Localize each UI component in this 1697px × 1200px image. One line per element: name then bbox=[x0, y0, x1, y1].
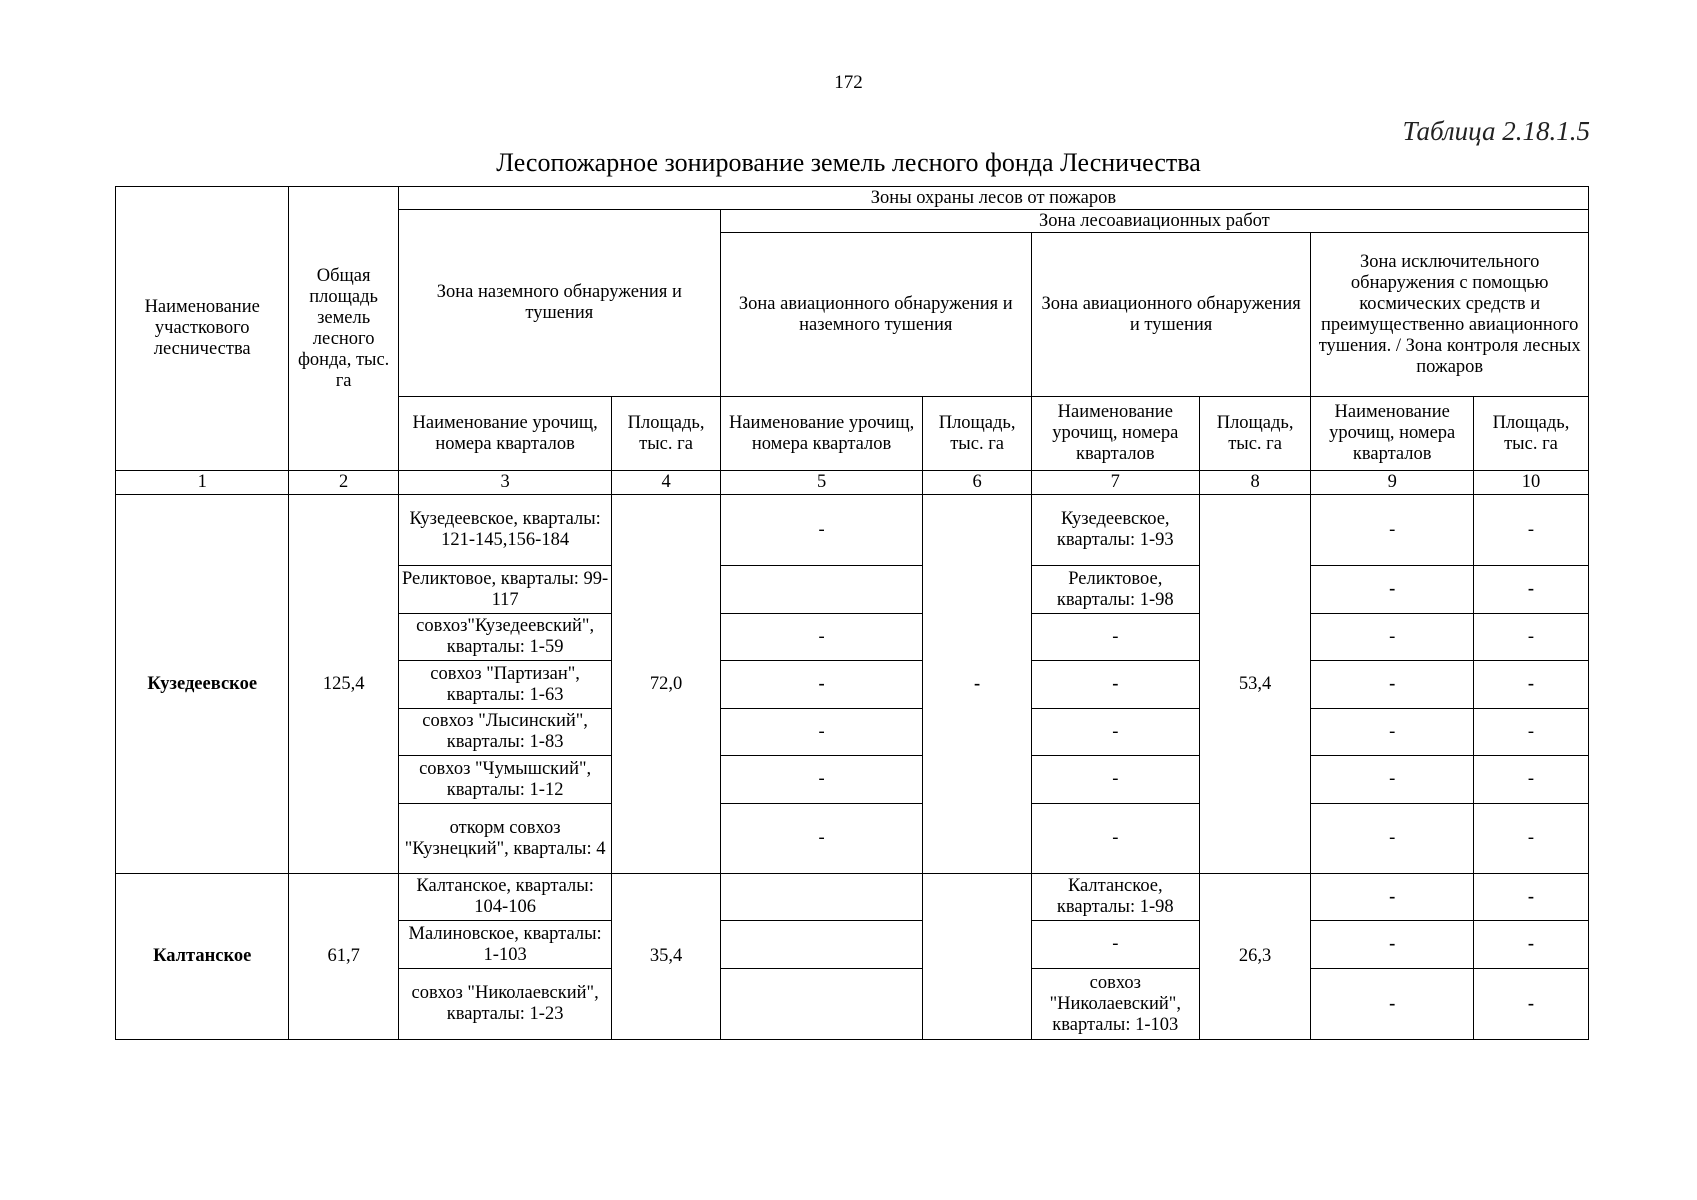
cell-names-col3: совхоз"Кузедеевский", кварталы: 1-59 bbox=[398, 614, 612, 661]
area-col4: 72,0 bbox=[612, 495, 720, 874]
header-names-col9: Наименование урочищ, номера кварталов bbox=[1311, 397, 1474, 471]
header-ground-zone: Зона наземного обнаружения и тушения bbox=[398, 210, 720, 397]
table-title: Лесопожарное зонирование земель лесного фонда Лесничества bbox=[496, 148, 1201, 177]
cell-area-col10: - bbox=[1473, 969, 1588, 1040]
cell-names-col7: - bbox=[1031, 921, 1199, 969]
cell-names-col3: Малиновское, кварталы: 1-103 bbox=[398, 921, 612, 969]
cell-names-col7: Калтанское, кварталы: 1-98 bbox=[1031, 874, 1199, 921]
cell-area-col10: - bbox=[1473, 756, 1588, 804]
cell-names-col5: - bbox=[720, 756, 923, 804]
area-col8: 26,3 bbox=[1199, 874, 1311, 1040]
cell-names-col9: - bbox=[1311, 614, 1474, 661]
cell-names-col7: Кузедеевское, кварталы: 1-93 bbox=[1031, 495, 1199, 566]
cell-names-col3: Реликтовое, кварталы: 99-117 bbox=[398, 566, 612, 614]
cell-names-col9: - bbox=[1311, 921, 1474, 969]
cell-names-col5: - bbox=[720, 495, 923, 566]
cell-area-col10: - bbox=[1473, 495, 1588, 566]
cell-names-col9: - bbox=[1311, 874, 1474, 921]
cell-names-col5: - bbox=[720, 804, 923, 874]
header-aviation-works-zone: Зона лесоавиационных работ bbox=[720, 210, 1588, 233]
forestry-name: Кузедеевское bbox=[116, 495, 289, 874]
cell-names-col9: - bbox=[1311, 756, 1474, 804]
cell-names-col5 bbox=[720, 874, 923, 921]
column-number: 6 bbox=[923, 471, 1031, 495]
cell-area-col10: - bbox=[1473, 614, 1588, 661]
cell-area-col10: - bbox=[1473, 566, 1588, 614]
cell-names-col7: - bbox=[1031, 661, 1199, 709]
header-area-col6: Площадь, тыс. га bbox=[923, 397, 1031, 471]
header-area-col4: Площадь, тыс. га bbox=[612, 397, 720, 471]
cell-names-col3: Калтанское, кварталы: 104-106 bbox=[398, 874, 612, 921]
forestry-name: Калтанское bbox=[116, 874, 289, 1040]
cell-names-col3: откорм совхоз "Кузнецкий", кварталы: 4 bbox=[398, 804, 612, 874]
cell-names-col3: совхоз "Партизан", кварталы: 1-63 bbox=[398, 661, 612, 709]
column-number: 3 bbox=[398, 471, 612, 495]
cell-names-col5 bbox=[720, 566, 923, 614]
cell-area-col10: - bbox=[1473, 804, 1588, 874]
cell-names-col7: - bbox=[1031, 756, 1199, 804]
cell-area-col10: - bbox=[1473, 874, 1588, 921]
column-number: 9 bbox=[1311, 471, 1474, 495]
area-col8: 53,4 bbox=[1199, 495, 1311, 874]
column-number: 4 bbox=[612, 471, 720, 495]
header-area-col8: Площадь, тыс. га bbox=[1199, 397, 1311, 471]
cell-names-col9: - bbox=[1311, 495, 1474, 566]
header-space-detection-zone: Зона исключительного обнаружения с помощью космических средств и преимущественно авиационного тушения. / Зона контроля лесных пожаров bbox=[1311, 233, 1589, 397]
cell-names-col7: Реликтовое, кварталы: 1-98 bbox=[1031, 566, 1199, 614]
cell-names-col9: - bbox=[1311, 709, 1474, 756]
cell-names-col7: совхоз "Николаевский", кварталы: 1-103 bbox=[1031, 969, 1199, 1040]
cell-names-col3: совхоз "Лысинский", кварталы: 1-83 bbox=[398, 709, 612, 756]
cell-names-col5: - bbox=[720, 661, 923, 709]
cell-names-col7: - bbox=[1031, 614, 1199, 661]
header-names-col5: Наименование урочищ, номера кварталов bbox=[720, 397, 923, 471]
cell-area-col10: - bbox=[1473, 921, 1588, 969]
page-number: 172 bbox=[834, 72, 863, 93]
column-number: 7 bbox=[1031, 471, 1199, 495]
column-number: 2 bbox=[289, 471, 398, 495]
cell-names-col9: - bbox=[1311, 566, 1474, 614]
header-aviation-detect-extinguish-zone: Зона авиационного обнаружения и тушения bbox=[1031, 233, 1311, 397]
cell-names-col9: - bbox=[1311, 804, 1474, 874]
cell-names-col5 bbox=[720, 969, 923, 1040]
total-area: 61,7 bbox=[289, 874, 398, 1040]
header-names-col3: Наименование урочищ, номера кварталов bbox=[398, 397, 612, 471]
header-fire-zones: Зоны охраны лесов от пожаров bbox=[398, 187, 1588, 210]
cell-names-col7: - bbox=[1031, 709, 1199, 756]
header-forestry-name: Наименование участкового лесничества bbox=[116, 187, 289, 471]
column-number: 1 bbox=[116, 471, 289, 495]
area-col6: - bbox=[923, 495, 1031, 874]
cell-names-col9: - bbox=[1311, 661, 1474, 709]
cell-area-col10: - bbox=[1473, 661, 1588, 709]
header-area-col10: Площадь, тыс. га bbox=[1473, 397, 1588, 471]
header-aviation-detect-ground-zone: Зона авиационного обнаружения и наземного тушения bbox=[720, 233, 1031, 397]
cell-names-col9: - bbox=[1311, 969, 1474, 1040]
column-numbers-row bbox=[116, 471, 1589, 495]
cell-names-col5 bbox=[720, 921, 923, 969]
column-number: 10 bbox=[1473, 471, 1588, 495]
header-total-area: Общая площадь земель лесного фонда, тыс. га bbox=[289, 187, 398, 471]
table-row bbox=[116, 874, 1589, 921]
cell-names-col3: Кузедеевское, кварталы: 121-145,156-184 bbox=[398, 495, 612, 566]
cell-names-col7: - bbox=[1031, 804, 1199, 874]
table-label: Таблица 2.18.1.5 bbox=[1402, 116, 1590, 146]
cell-names-col3: совхоз "Чумышский", кварталы: 1-12 bbox=[398, 756, 612, 804]
total-area: 125,4 bbox=[289, 495, 398, 874]
cell-names-col5: - bbox=[720, 614, 923, 661]
area-col4: 35,4 bbox=[612, 874, 720, 1040]
cell-area-col10: - bbox=[1473, 709, 1588, 756]
cell-names-col3: совхоз "Николаевский", кварталы: 1-23 bbox=[398, 969, 612, 1040]
column-number: 5 bbox=[720, 471, 923, 495]
header-names-col7: Наименование урочищ, номера кварталов bbox=[1031, 397, 1199, 471]
table-row bbox=[116, 495, 1589, 566]
cell-names-col5: - bbox=[720, 709, 923, 756]
fire-zoning-table bbox=[115, 186, 1589, 1040]
column-number: 8 bbox=[1199, 471, 1311, 495]
area-col6 bbox=[923, 874, 1031, 1040]
